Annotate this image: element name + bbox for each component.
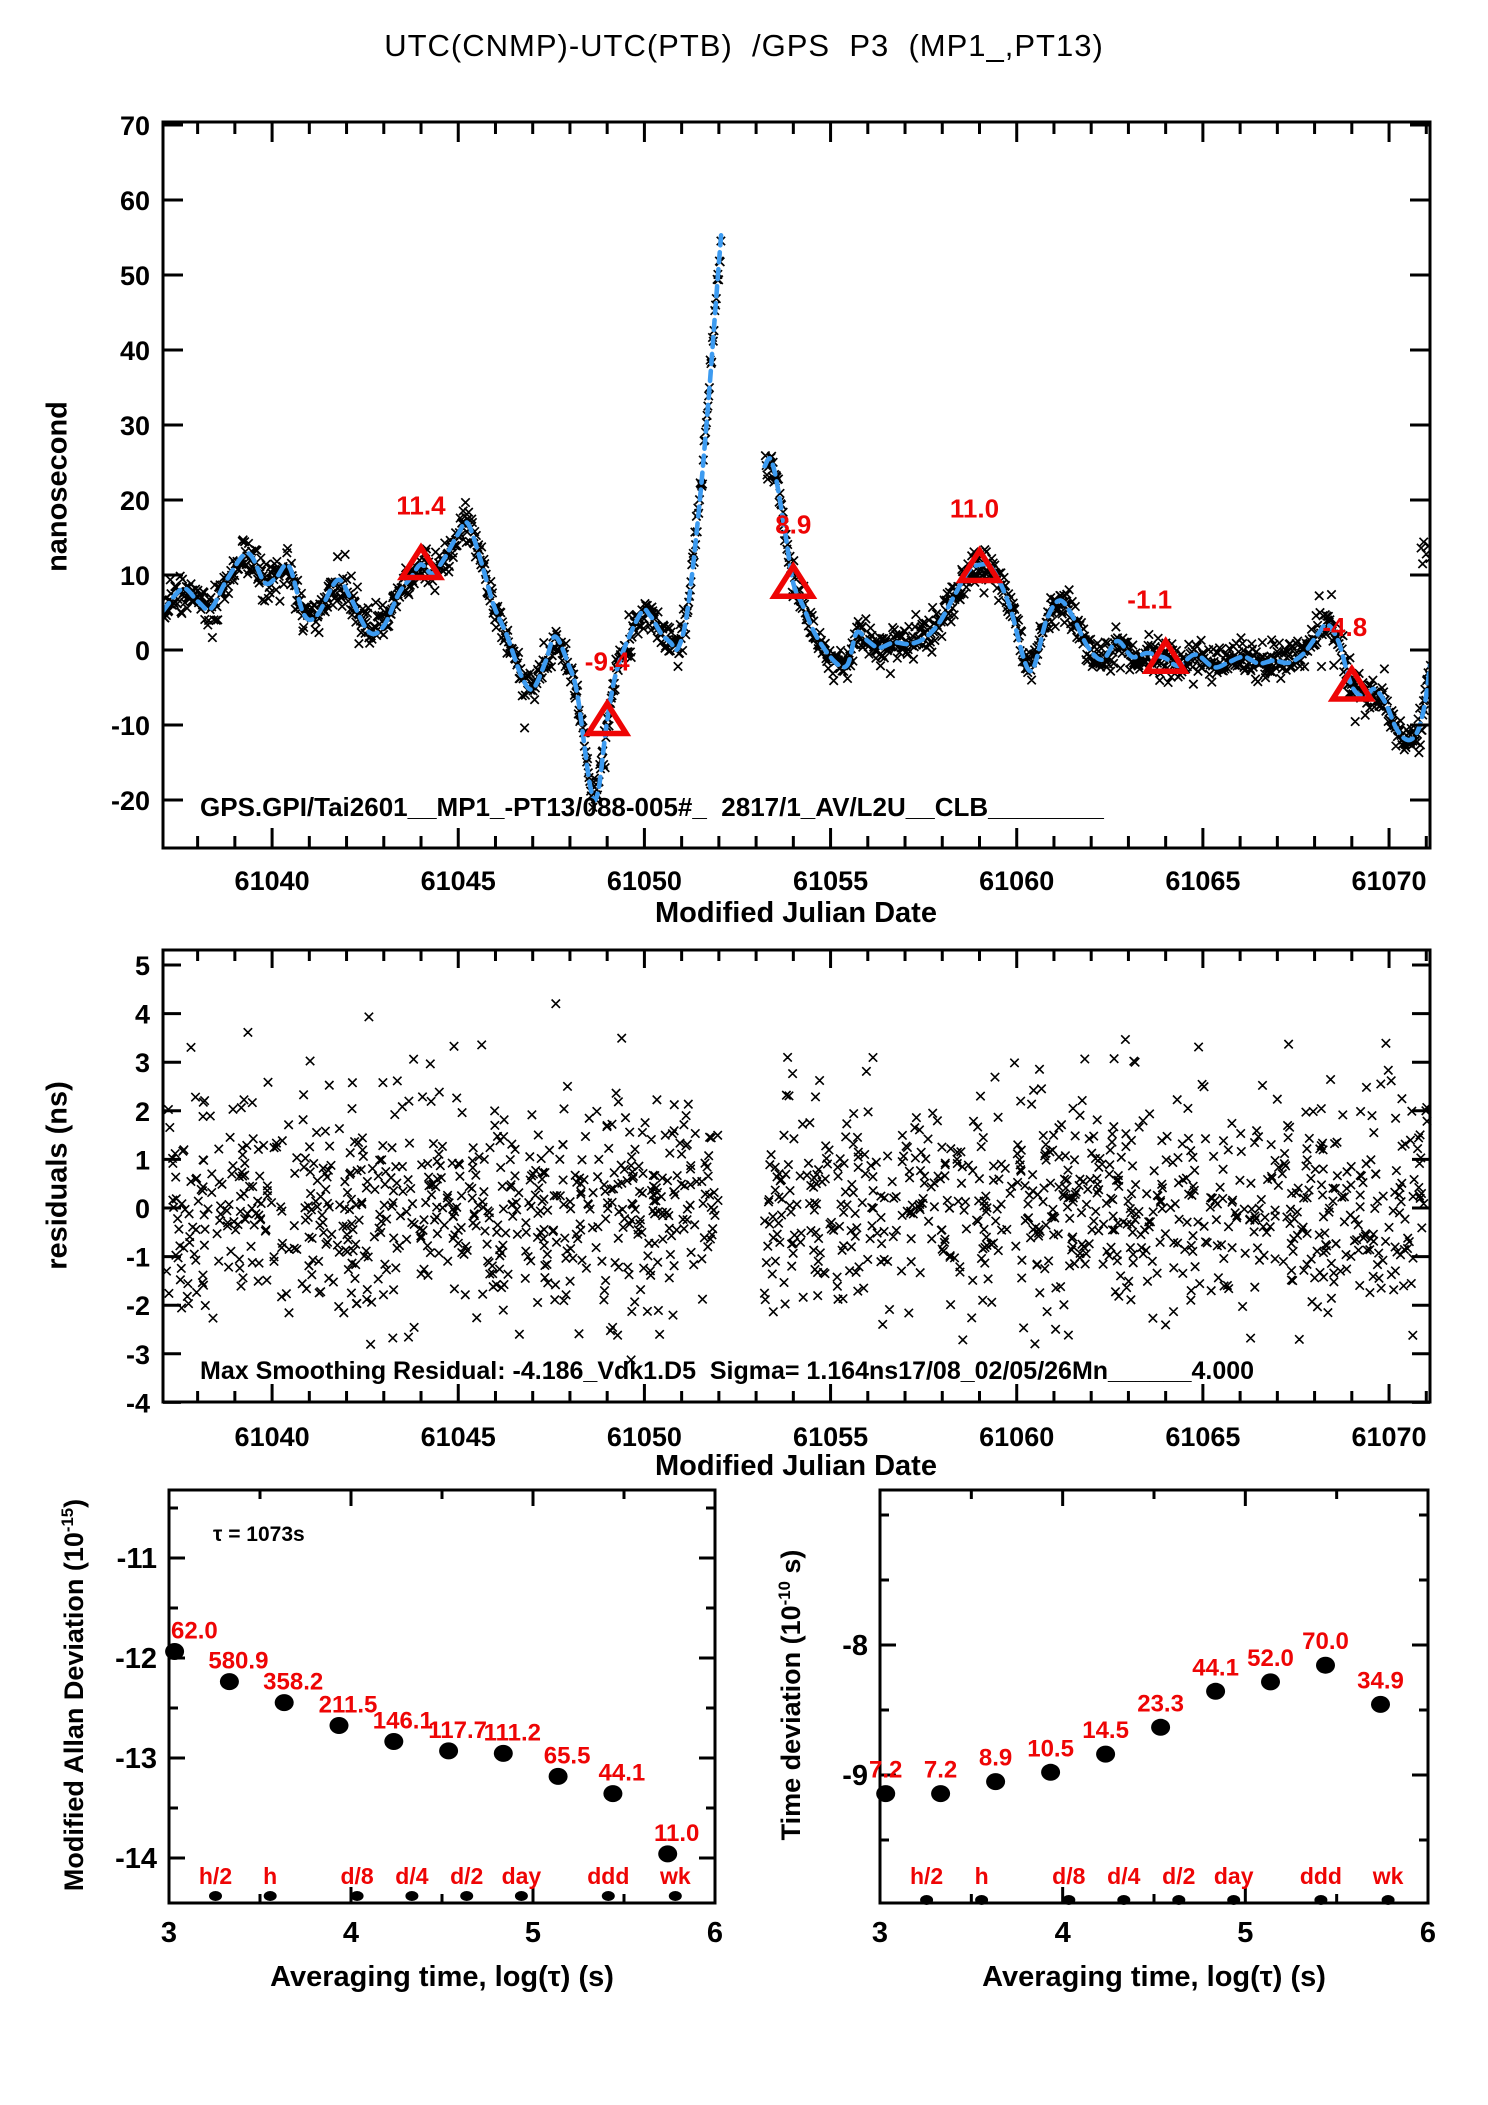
tick-label: 61060 <box>979 866 1055 896</box>
tick-label: 5 <box>134 951 150 981</box>
tau-reference-dot <box>1382 1895 1395 1905</box>
deviation-point <box>220 1673 239 1690</box>
tick-label: 61045 <box>420 1422 496 1452</box>
tick-label: 4 <box>1054 1917 1071 1949</box>
residuals-x-axis-label: Modified Julian Date <box>655 1450 937 1482</box>
top-panel <box>111 111 1435 896</box>
deviation-point <box>1261 1673 1280 1690</box>
deviation-point <box>549 1768 568 1785</box>
tau-reference-dot <box>602 1891 615 1901</box>
deviation-point <box>1096 1746 1115 1763</box>
tick-label: 44.1 <box>1192 1654 1239 1682</box>
tdev-panel <box>842 1490 1436 1949</box>
tick-label: 61040 <box>234 866 310 896</box>
tick-label: 3 <box>871 1917 889 1949</box>
tick-label: 8.9 <box>978 1744 1013 1772</box>
tick-label: 14.5 <box>1082 1717 1129 1745</box>
tick-label: ddd <box>1299 1863 1342 1889</box>
deviation-point <box>1041 1764 1060 1781</box>
tick-label: 20 <box>119 486 150 516</box>
tick-label: 61070 <box>1351 866 1427 896</box>
tick-label: 44.1 <box>598 1759 646 1787</box>
tick-label: h/2 <box>909 1863 944 1889</box>
tick-label: -20 <box>110 786 150 816</box>
tick-label: 70.0 <box>1302 1628 1349 1656</box>
tick-label: wk <box>659 1863 691 1889</box>
residual-scatter <box>162 1000 1431 1365</box>
tick-label: 6 <box>1419 1917 1437 1949</box>
tau-reference-dot <box>264 1891 277 1901</box>
tick-label: d/2 <box>450 1863 484 1889</box>
deviation-point <box>876 1785 895 1802</box>
tick-label: -8 <box>842 1630 868 1662</box>
tick-label: h <box>263 1863 278 1889</box>
smoothed-curve <box>765 458 1430 740</box>
tick-label: -1 <box>125 1242 150 1273</box>
tick-label: 61060 <box>979 1422 1055 1452</box>
tick-label: 7.2 <box>923 1756 958 1784</box>
tick-label: 11.0 <box>949 493 1000 524</box>
tau-reference-dot <box>405 1891 418 1901</box>
tau-reference-dot <box>351 1891 364 1901</box>
tick-label: -4 <box>125 1388 150 1419</box>
tick-label: 211.5 <box>318 1691 378 1719</box>
deviation-point <box>165 1643 184 1660</box>
tick-label: 34.9 <box>1357 1667 1404 1695</box>
residuals-annotation: Max Smoothing Residual: -4.186_Vdk1.D5 Sigma= 1.164ns17/08_02/05/26Mn______4.000 <box>200 1357 1255 1385</box>
tick-label: 10.5 <box>1027 1735 1074 1763</box>
top-y-axis-label: nanosecond <box>41 401 74 572</box>
mdev-x-axis-label: Averaging time, log(τ) (s) <box>270 1961 614 1993</box>
tick-label: 111.2 <box>483 1719 542 1747</box>
tick-label: -2 <box>125 1291 150 1322</box>
tick-label: 10 <box>119 561 150 591</box>
tick-label: 65.5 <box>543 1742 591 1770</box>
deviation-point <box>494 1745 513 1762</box>
tick-label: 2 <box>134 1096 150 1127</box>
deviation-point <box>384 1733 403 1750</box>
tau-reference-dot <box>975 1895 988 1905</box>
tick-label: -3 <box>125 1339 150 1370</box>
tick-label: d/8 <box>340 1863 374 1889</box>
tick-label: ddd <box>587 1863 630 1889</box>
deviation-point <box>330 1717 349 1734</box>
mdev-y-axis-label-close: ) <box>59 1498 89 1508</box>
tau-reference-dot <box>1117 1895 1130 1905</box>
tick-label: 11.0 <box>654 1819 700 1847</box>
tick-label: -1.1 <box>1127 584 1173 615</box>
panel-frame <box>163 122 1430 848</box>
tick-label: 23.3 <box>1137 1690 1184 1718</box>
tick-label: 6 <box>706 1917 724 1949</box>
tau-reference-dot <box>669 1891 682 1901</box>
tick-label: 70 <box>119 111 150 141</box>
tick-label: -10 <box>110 711 150 741</box>
tick-label: day <box>1213 1863 1254 1889</box>
deviation-point <box>603 1785 622 1802</box>
tick-label: h <box>974 1863 989 1889</box>
tdev-y-axis-label-exponent: -10 <box>775 1581 794 1606</box>
tick-label: d/8 <box>1052 1863 1086 1889</box>
tick-label: 61070 <box>1351 1422 1427 1452</box>
tick-label: 61055 <box>793 866 869 896</box>
tick-label: 8.9 <box>775 509 812 540</box>
tick-label: -12 <box>115 1643 157 1675</box>
tau-reference-dot <box>1172 1895 1185 1905</box>
tick-label: 7.2 <box>869 1756 903 1784</box>
tick-label: d/4 <box>395 1863 429 1889</box>
tick-label: -4.8 <box>1322 612 1368 642</box>
tau-reference-dot <box>1062 1895 1075 1905</box>
figure-title: UTC(CNMP)-UTC(PTB) /GPS P3 (MP1_,PT13) <box>384 28 1104 63</box>
tick-label: 62.0 <box>171 1617 218 1645</box>
tick-label: 61050 <box>606 866 682 896</box>
tau-annotation: τ = 1073s <box>213 1523 305 1546</box>
tick-label: 50 <box>119 261 150 291</box>
panel-frame <box>169 1490 715 1903</box>
tick-label: 30 <box>119 411 150 441</box>
tau-reference-dot <box>920 1895 933 1905</box>
tick-label: 1 <box>134 1145 150 1176</box>
tick-label: 4 <box>134 999 150 1030</box>
tick-label: 3 <box>160 1917 178 1949</box>
tick-label: 61050 <box>606 1422 682 1452</box>
tick-label: h/2 <box>198 1863 233 1889</box>
link-annotation: GPS.GPI/Tai2601__MP1_-PT13/088-005#_ 2817/1_AV/L2U__CLB________ <box>200 792 1104 822</box>
deviation-point <box>1316 1657 1335 1674</box>
tick-label: -13 <box>115 1743 157 1775</box>
tick-label: -9.4 <box>584 646 630 677</box>
tick-label: 358.2 <box>263 1668 324 1696</box>
tick-label: -9 <box>842 1760 868 1792</box>
tick-label: 61040 <box>234 1422 310 1452</box>
tick-label: d/4 <box>1107 1863 1141 1889</box>
deviation-point <box>1151 1719 1170 1736</box>
deviation-point <box>439 1742 458 1759</box>
tau-reference-dot <box>515 1891 528 1901</box>
tick-label: -11 <box>116 1543 157 1575</box>
tick-label: 0 <box>134 636 150 666</box>
tick-label: day <box>501 1863 542 1889</box>
tdev-y-axis-label <box>775 1473 807 1917</box>
tick-label: 61065 <box>1165 1422 1241 1452</box>
deviation-point <box>658 1845 677 1862</box>
tick-label: 40 <box>119 336 150 366</box>
tick-label: -14 <box>115 1843 157 1875</box>
tau-reference-dot <box>209 1891 222 1901</box>
deviation-point <box>986 1773 1005 1790</box>
tau-reference-dot <box>1314 1895 1327 1905</box>
mdev-y-axis-label-main: Modified Allan Deviation (10 <box>59 1532 89 1892</box>
tick-label: 0 <box>134 1194 150 1224</box>
tick-label: 117.7 <box>428 1716 487 1744</box>
mdev-y-axis-label-exponent: -15 <box>58 1507 77 1533</box>
tick-label: 3 <box>134 1048 150 1079</box>
mdev-y-axis-label <box>58 1473 90 1917</box>
top-x-axis-label: Modified Julian Date <box>655 897 937 929</box>
tick-label: 52.0 <box>1247 1644 1294 1672</box>
mdev-panel <box>115 1490 723 1949</box>
deviation-point <box>275 1694 294 1711</box>
tick-label: 61055 <box>793 1422 869 1452</box>
deviation-point <box>1206 1683 1225 1700</box>
residuals-y-axis-label: residuals (ns) <box>41 1081 74 1270</box>
tau-reference-dot <box>1227 1895 1240 1905</box>
tick-label: 4 <box>342 1917 360 1949</box>
tau-reference-dot <box>460 1891 473 1901</box>
tick-label: 60 <box>119 186 150 216</box>
tick-label: 61045 <box>420 866 496 896</box>
deviation-point <box>1371 1696 1390 1713</box>
tick-label: 5 <box>1237 1917 1254 1949</box>
tick-label: 11.4 <box>396 490 446 521</box>
deviation-point <box>931 1785 950 1802</box>
tick-label: 146.1 <box>372 1707 433 1735</box>
tdev-y-axis-label-close: s) <box>776 1549 806 1582</box>
tick-label: 5 <box>524 1917 542 1949</box>
tick-label: 61065 <box>1165 866 1241 896</box>
tdev-x-axis-label: Averaging time, log(τ) (s) <box>982 1961 1326 1993</box>
tick-label: 580.9 <box>208 1647 269 1675</box>
tdev-y-axis-label-main: Time deviation (10 <box>776 1605 806 1841</box>
tick-label: wk <box>1372 1863 1404 1889</box>
tick-label: d/2 <box>1162 1863 1196 1889</box>
